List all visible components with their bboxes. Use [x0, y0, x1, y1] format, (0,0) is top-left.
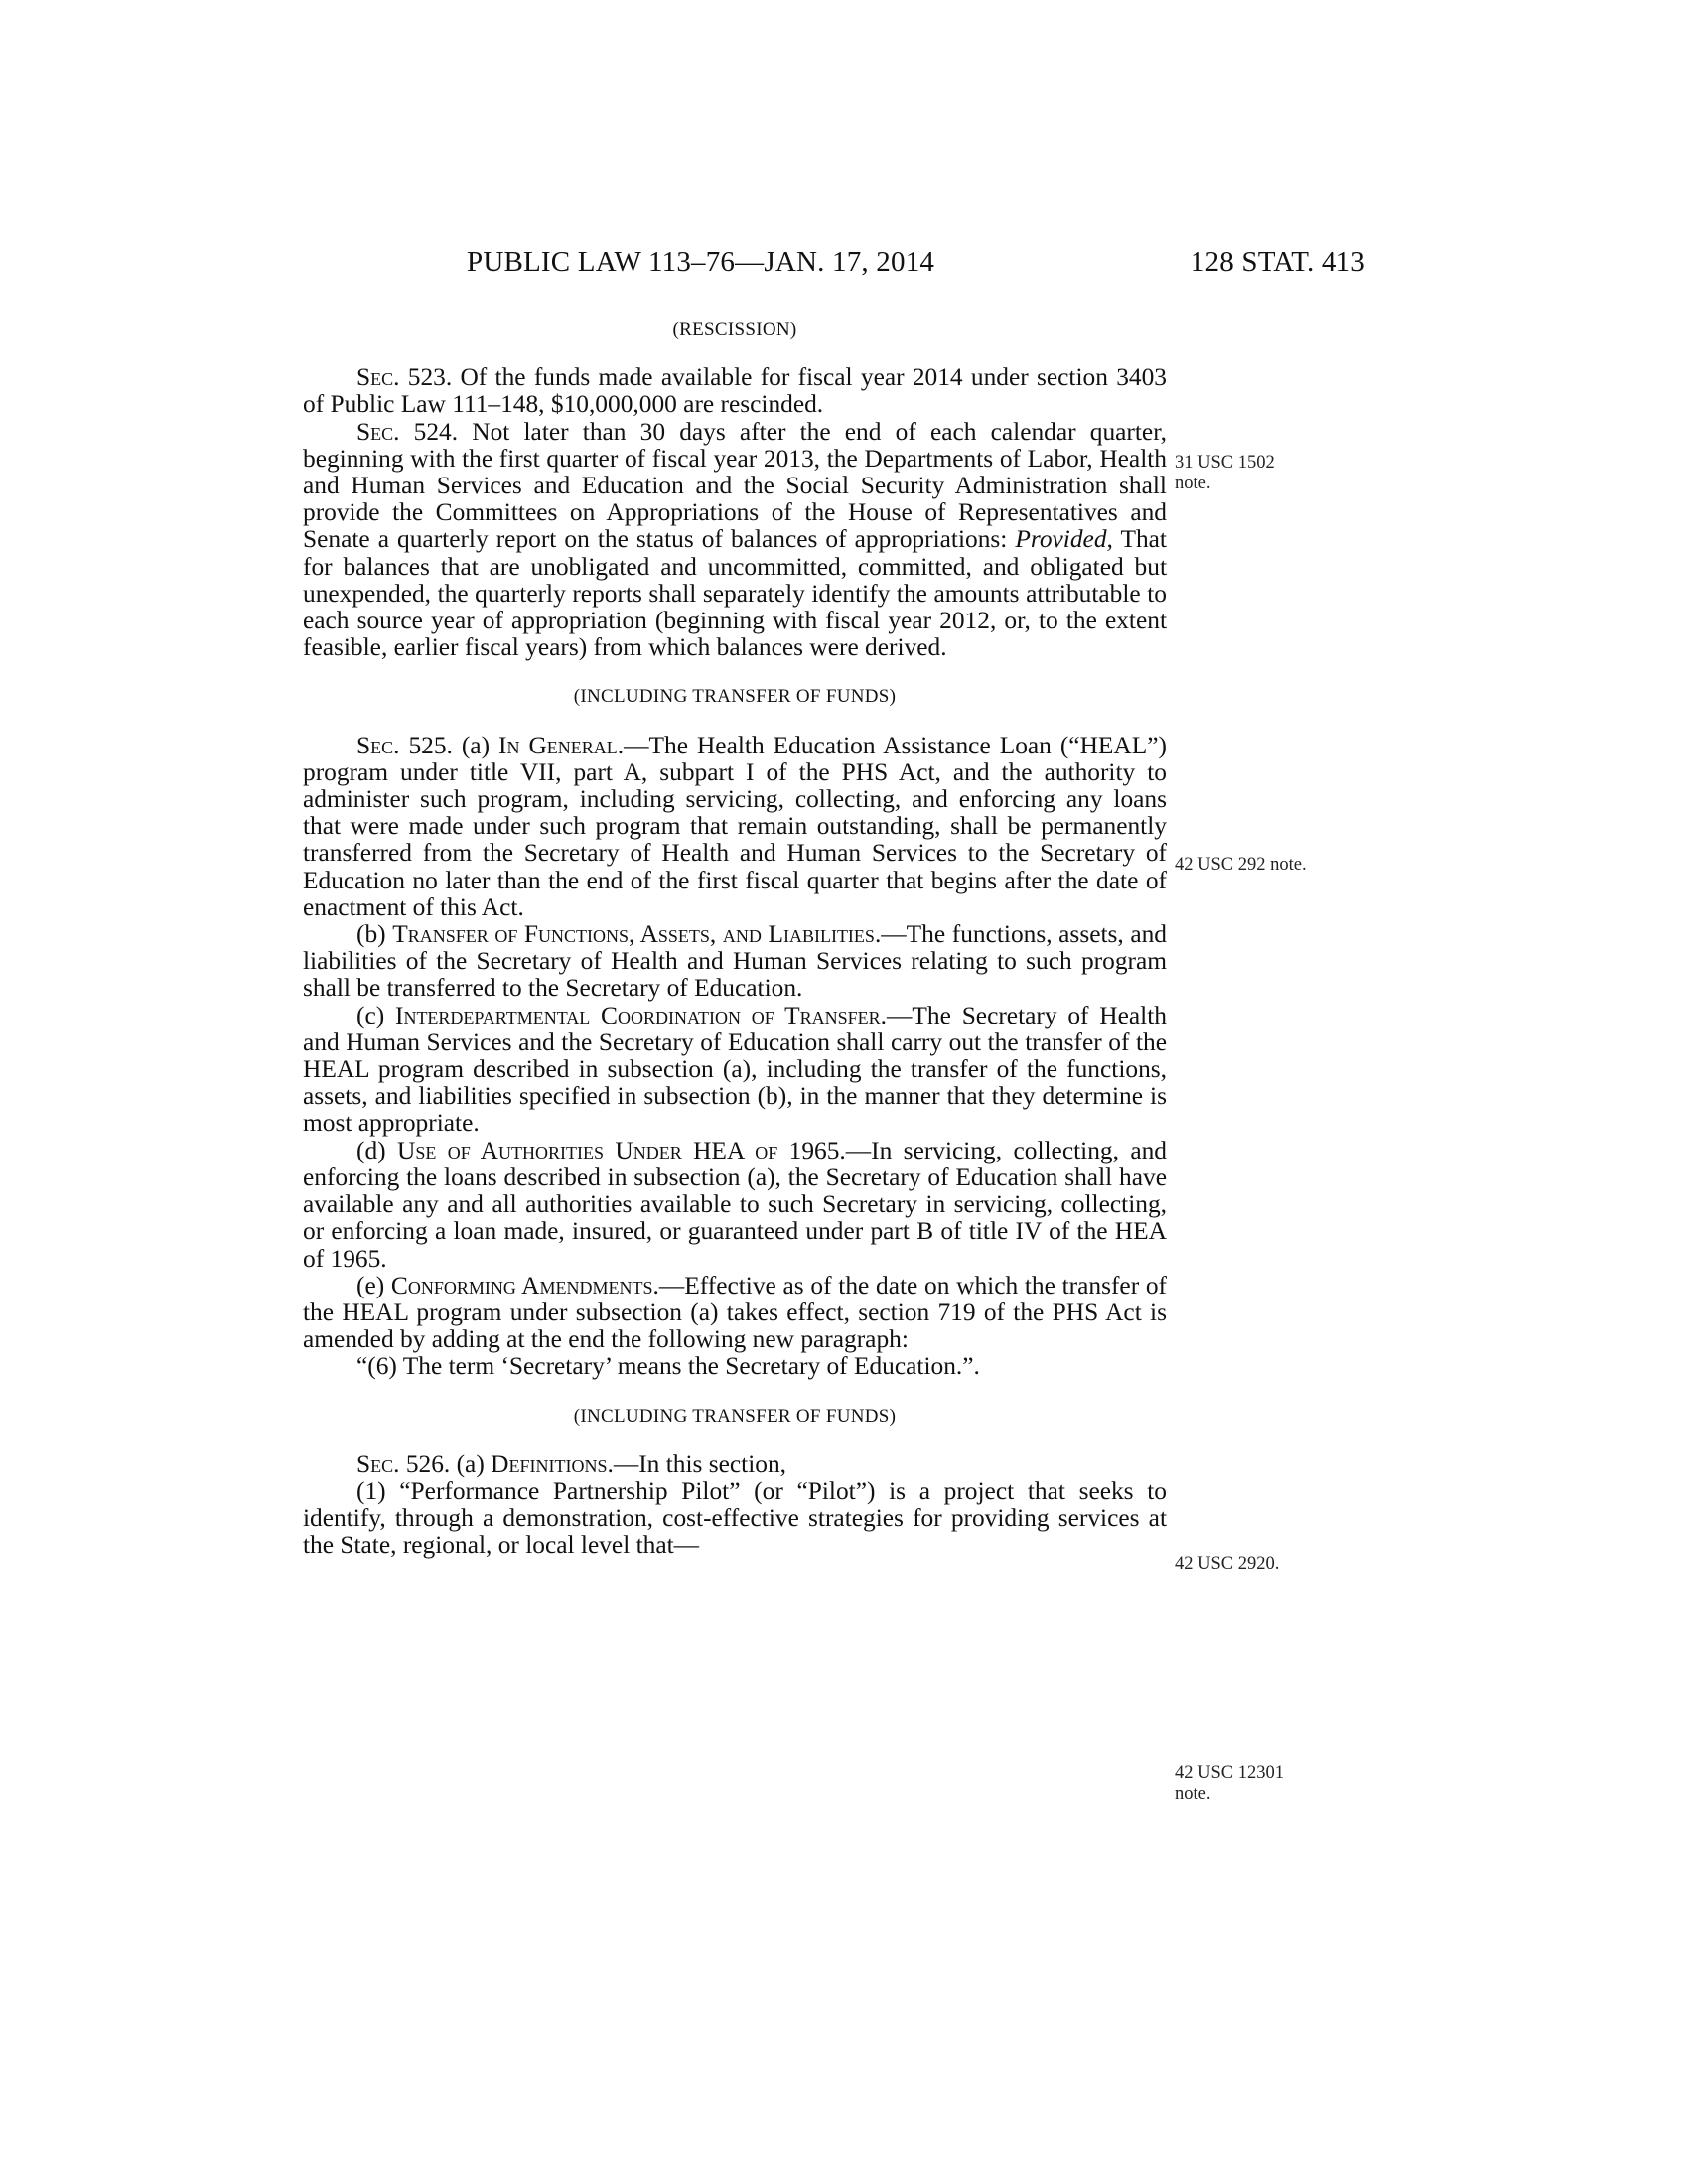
section-525-c: [303, 1003, 1167, 1138]
sec525-d-prefix: (d): [356, 1136, 397, 1164]
sec525-e-text: .—Effective as of the date on which the transfer of the HEAL program under subsection (a) takes effect, section 719 of the PHS Act is amended by adding at the end the following new paragraph:: [303, 1271, 1168, 1354]
section-525-d: [303, 1138, 1167, 1273]
page-header: [467, 246, 1365, 286]
heading-transfer-of-funds-2: (INCLUDING TRANSFER OF FUNDS): [573, 1405, 897, 1427]
sec525-c-text: .—The Secretary of Health and Human Services and the Secretary of Education shall carry out the transfer of the HEAL program described in subsection (a), including the transfer of the functions, assets, and liabilities specified in subsection (b), in the manner that they determine is most appropriate.: [303, 1001, 1167, 1138]
sec526-a-heading: Definitions: [491, 1449, 608, 1478]
sec525-c-prefix: (c): [356, 1001, 395, 1029]
document-body: [303, 316, 1167, 1560]
section-526-a: [303, 1451, 1167, 1478]
margin-note-42-usc-12301: [1175, 1763, 1353, 1805]
section-525-e: [303, 1273, 1167, 1354]
sec525-d-text: 1965.—In servicing, collecting, and enforcing the loans described in subsection (a), the Secretary of Education shall have available any and all authorities available to such Secretary in servicing, collecting, or enforcing a loan made, insured, or guaranteed under part B of title IV of the HEA of 1965.: [303, 1136, 1167, 1273]
sec525-d-heading: Use of Authorities Under HEA of: [396, 1136, 778, 1164]
margin-note-line: note.: [1175, 474, 1211, 493]
margin-note-31-usc-1502: [1175, 453, 1353, 494]
sec525-e-heading: Conforming Amendments: [390, 1271, 653, 1299]
section-524: [303, 419, 1167, 662]
section-526-p1: (1) “Performance Partnership Pilot” (or “Pilot”) is a project that seeks to identify, through a demonstration, cost-effective strategies for providing services at the State, regional, or local level that—: [303, 1476, 1167, 1560]
sec-label: Sec: [356, 417, 394, 446]
sec524-text2: That for balances that are unobligated and uncommitted, committed, and obligated but unexpended, the quarterly reports shall separately identify the amounts attributable to each source year of appropriation (beginning with fiscal year 2012, or, to the extent feasible, earlier fiscal years) from which balances were derived.: [303, 525, 1167, 662]
margin-note-line: note.: [1175, 1784, 1211, 1804]
margin-note-line: 31 USC 1502: [1175, 453, 1275, 473]
sec-label: Sec: [356, 1449, 394, 1478]
sec-label: Sec: [356, 731, 394, 759]
margin-note-42-usc-2920: [1175, 1554, 1353, 1574]
section-523: [303, 364, 1167, 418]
header-stat-page: 128 STAT. 413: [1190, 246, 1365, 278]
heading-rescission: (RESCISSION): [672, 319, 797, 340]
sec525-b-text: .—The functions, assets, and liabilities of the Secretary of Health and Human Services relating to such program shall be transferred to the Secretary of Education.: [303, 920, 1167, 1003]
sec525-a-text: .—The Health Education Assistance Loan (“HEAL”) program under title VII, part A, subpart I of the PHS Act, and the authority to administer such program, including servicing, collecting, and enforcing any loans that were made under such program that remain outstanding, shall be permanently transferred from the Secretary of Health and Human Services to the Secretary of Education no later than the end of the first fiscal quarter that begins after the date of enactment of this Act.: [303, 731, 1167, 921]
sec523-text: . 523. Of the funds made available for fiscal year 2014 under section 3403 of Public Law 111–148, $10,000,000 are rescinded.: [303, 363, 1167, 419]
margin-note-line: 42 USC 292 note.: [1175, 855, 1307, 875]
sec525-a-heading: In General: [498, 731, 618, 759]
heading-transfer-of-funds-1: (INCLUDING TRANSFER OF FUNDS): [573, 686, 897, 708]
section-525-quote: “(6) The term ‘Secretary’ means the Secretary of Education.”.: [356, 1352, 980, 1381]
sec524-provided: Provided,: [1015, 525, 1113, 554]
sec525-e-prefix: (e): [356, 1271, 391, 1299]
header-public-law: PUBLIC LAW 113–76—JAN. 17, 2014: [467, 246, 935, 278]
sec-label: Sec: [356, 363, 394, 392]
sec526-a-prefix: . 526. (a): [393, 1449, 492, 1478]
sec525-b-prefix: (b): [356, 920, 393, 949]
margin-note-line: 42 USC 12301: [1175, 1763, 1284, 1783]
sec524-text1: . 524. Not later than 30 days after the end of each calendar quarter, beginning with the first quarter of fiscal year 2013, the Departments of Labor, Health and Human Services and Education and the Social Security Administration shall provide the Committees on Appropriations of the House of Representatives and Senate a quarterly report on the status of balances of appropriations:: [303, 417, 1167, 554]
section-525-a: [303, 733, 1167, 921]
sec525-c-heading: Interdepartmental Coordination of Transfer: [394, 1001, 881, 1029]
section-525-b: [303, 921, 1167, 1003]
margin-note-line: 42 USC 2920.: [1175, 1554, 1280, 1573]
sec526-a-text: .—In this section,: [607, 1449, 787, 1478]
margin-note-42-usc-292: [1175, 855, 1373, 876]
sec525-a-prefix: . 525. (a): [393, 731, 499, 759]
sec525-b-heading: Transfer of Functions, Assets, and Liabilities: [392, 920, 875, 949]
